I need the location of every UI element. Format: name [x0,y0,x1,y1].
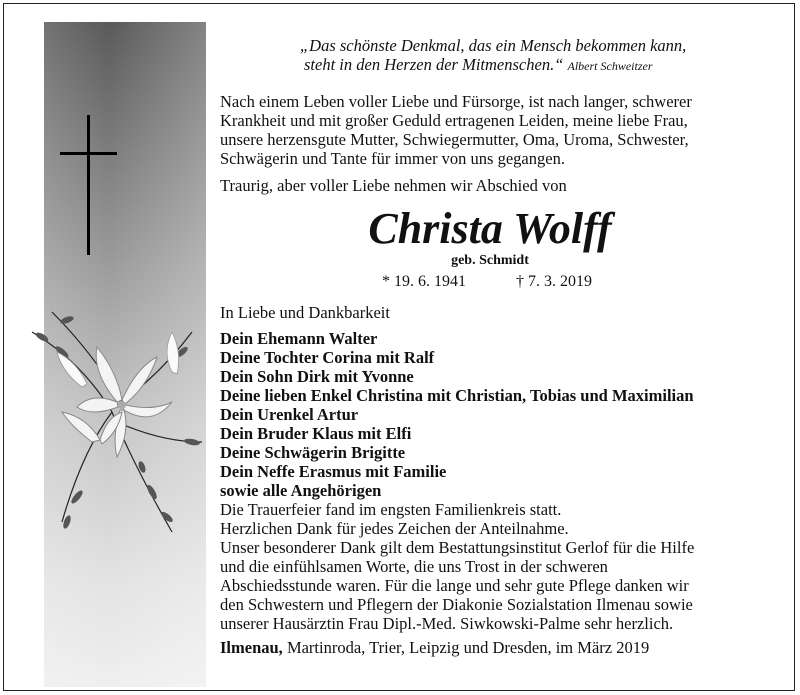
mourner: Dein Urenkel Artur [220,405,359,424]
intro-line: Krankheit und mit großer Geduld ertragenen Leiden, meine liebe Frau, [220,111,688,130]
quote [300,36,760,76]
thanks-line: den Schwestern und Pflegern der Diakonie Sozialstation Ilmenau sowie [220,595,693,614]
life-dates [382,273,592,291]
thanks-line: Die Trauerfeier fand im engsten Familienkreis statt. [220,500,562,519]
thanks-line: unserer Hausärztin Frau Dipl.-Med. Siwkowski-Palme sehr herzlich. [220,614,674,633]
thanks-line: Abschiedsstunde waren. Für die lange und sehr gute Pflege danken wir [220,576,689,595]
mourner: Dein Bruder Klaus mit Elfi [220,424,412,443]
thanks-text [220,500,775,633]
quote-author: Albert Schweitzer [567,59,653,73]
birth-name: geb. Schmidt [451,253,529,268]
mourner: Deine Tochter Corina mit Ralf [220,348,435,367]
mourners-list [220,329,780,500]
mourner: Deine Schwägerin Brigitte [220,443,406,462]
thanks-line: und die einfühlsamen Worte, die uns Trost in der schweren [220,557,608,576]
death-date: † 7. 3. 2019 [516,273,592,290]
thanks-line: Unser besonderer Dank gilt dem Bestattungsinstitut Gerlof für die Hilfe [220,538,695,557]
intro-line: Nach einem Leben voller Liebe und Fürsorge, ist nach langer, schwerer [220,92,692,111]
thanks-line: Herzlichen Dank für jedes Zeichen der Anteilnahme. [220,519,569,538]
mourner: Dein Sohn Dirk mit Yvonne [220,367,414,386]
mourner: Deine lieben Enkel Christina mit Christian, Tobias und Maximilian [220,386,694,405]
farewell-text: Traurig, aber voller Liebe nehmen wir Abschied von [220,176,567,195]
closing-phrase: In Liebe und Dankbarkeit [220,303,390,322]
mourner: sowie alle Angehörigen [220,481,382,500]
lily-bouquet-icon [22,292,222,542]
intro-line: Schwägerin und Tante für immer von uns gegangen. [220,149,565,168]
birth-date: * 19. 6. 1941 [382,273,466,290]
place-rest: Martinroda, Trier, Leipzig und Dresden, im März 2019 [282,638,650,657]
place-main: Ilmenau, [220,638,283,657]
deceased-name: Christa Wolff [368,204,612,253]
quote-line: steht in den Herzen der Mitmenschen.“ [304,55,564,74]
cross-icon [60,115,120,255]
intro-line: unsere herzensgute Mutter, Schwiegermutter, Oma, Uroma, Schwester, [220,130,689,149]
mourner: Dein Neffe Erasmus mit Familie [220,462,447,481]
quote-line: „Das schönste Denkmal, das ein Mensch bekommen kann, [300,36,687,55]
place-date [220,638,649,658]
mourner: Dein Ehemann Walter [220,329,378,348]
intro-text [220,92,765,168]
